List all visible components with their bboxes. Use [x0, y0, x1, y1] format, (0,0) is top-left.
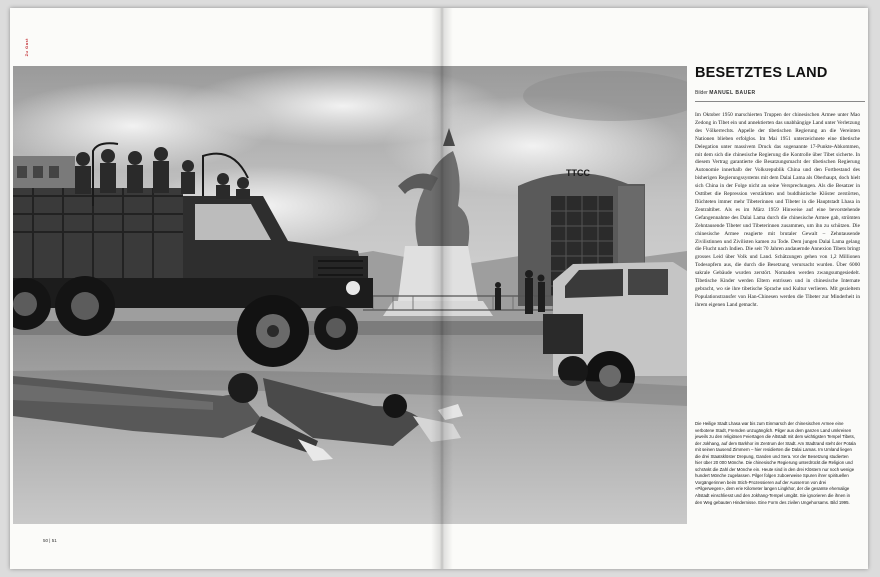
photographer-name: MANUEL BAUER: [709, 90, 756, 96]
photo-lhasa-street: [13, 66, 687, 524]
article-headline: BESETZTES LAND: [695, 65, 828, 81]
page-numbers: [43, 538, 57, 543]
building-sign: TTCC: [566, 168, 590, 178]
page-number-left: 50: [43, 538, 49, 543]
byline: [695, 90, 855, 96]
byline-prefix: Bilder: [695, 90, 708, 96]
page-number-separator: |: [49, 538, 51, 543]
magazine-spread: [10, 8, 868, 569]
page-number-right: 51: [51, 538, 57, 543]
photo-caption: Die Heilige Stadt Lhasa war bis zum Einmarsch der chinesischen Armee eine verbotene Stadt, Fremden unzugänglich. Pilger aus dem ganzen Land umkreisen jeweils zu den religiösen Feiertagen die Altstadt mit dem wichtigsten Tempel Tibets, der Jokhang, auf dem Barkhor im Zentrum der Stadt. Am Stadtrand steht der Potala mit seinen tausend Zimmern – hier residierten die Dalai Lamas. Im Umland liegen die drei Staatsklöster Drepung, Ganden und Sera. Vor der Besetzung studierten hier über 20 000 Mönche. Die chinesische Regierung unterdrückt die Religion und schränkt die Zahl der Mönche ein. Heute sind in den drei Klöstern nur noch wenige hundert Mönche zugelassen. Pilger folgen zuboerweise Spuren ihrer spirituellen Vorgängerinnen beim Stich-Prozessieren auf der Ausserron von drei «Pilgerwegen», dem erie Kilometer langen Lingkhor, der die gesamte ehemalige Altstadt einschliesst und den Jokhang-Tempel umgibt. Sie ignorieren die ihnen in den Weg gebauten Hindernisse. Eine Form des zivilen Ungehorsams. Bild 1995.: [695, 421, 856, 505]
article-body: Im Oktober 1950 marschierten Truppen der chinesischen Armee unter Mao Zedong in Tibet ein und annektierten das unabhängige Land unter Verletzung des Völkerrechts. Appelle der tibetischen Regierung an die Vereinten Nationen blieben erfolglos. Im Mai 1951 unterzeichnete eine tibetische Delegation unter massivem Druck das sogenannte 17-Punkte-Abkommen, mit dem sich die chinesische Regierung die Kontrolle über Tibet sicherte. In diesem Vertrag garantierte die Besatzungsmacht der tibetischen Regierung Autonomie innerhalb der Volksrepublik China und den Fortbestand des bisherigen Regierungssystems mit dem Dalai Lama als Oberhaupt, doch hielt sich China in der Folge nicht an seine Versprechungen. Als die Besatzer in Osttibet die Repression verstärkten und buddhistische Klöster zerstörten, flüchteten immer mehr Tibeterinnen und Tibeter in die Hauptstadt Lhasa in Zentraltibet. Als es im März 1959 Hinweise auf eine bevorstehende Gefangennahme des Dalai Lama durch die chinesische Armee gab, strömten Zehntausende Tibeter und Tibeterinnen zusammen, um ihn zu schützen. Die chinesische Armee reagierte mit brutaler Gewalt – Zehntausende Zivilistinnen und Zivilisten kamen zu Tode. Dem jungen Dalai Lama gelang die Flucht nach Indien. Die seit 70 Jahren andauernde Annexion Tibets bringt grosses Leid über Volk und Land. Schätzungen gehen von 1,2 Millionen Todesopfern aus, die durch die Besetzung verursacht wurden. Über 6000 sakrale Gebäude wurden zerstört. Nomaden werden zwangsumgesiedelt. Tibetische Kinder werden Eltern entrissen und in chinesische Internate gebracht, wo sie ihre tibetische Sprache und Kultur verlieren. Mit gezieltem Populationstransfer von Han-Chinesen werden die Tibeter zur Minderheit in ihrem eigenen Land gemacht.: [695, 112, 860, 308]
section-tag: Zu Gast: [24, 38, 29, 57]
headline-rule: [695, 101, 865, 102]
